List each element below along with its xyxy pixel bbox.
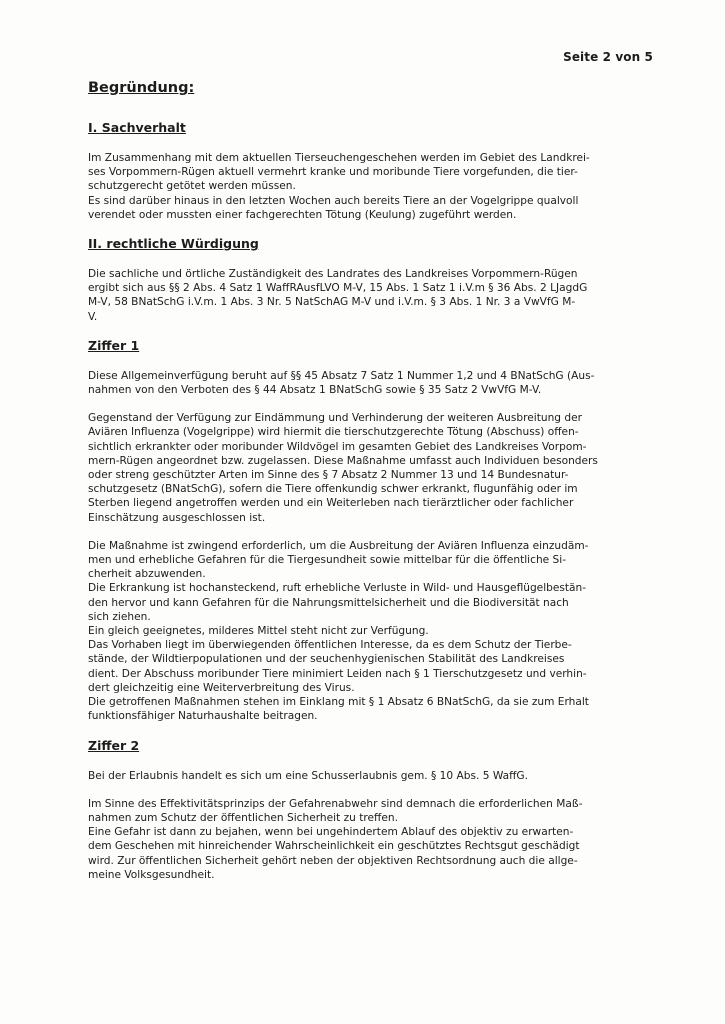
section-heading-rechtliche-wuerdigung: II. rechtliche Würdigung [88,236,259,252]
paragraph-sachverhalt: Im Zusammenhang mit dem aktuellen Tierseuchengeschehen werden im Gebiet des Landkrei- ses Vorpommern-Rügen aktuell vermehrt kranke und moribunde Tiere vorgefunden, die tier- schutzgerecht getötet werden müssen. Es sind darüber hinaus in den letzten Wochen auch bereits Tiere an der Vogelgrippe qualvoll verendet oder mussten einer fachgerechten Tötung (Keulung) zugeführt werden. [88,152,590,221]
document-title: Begründung: [88,80,195,96]
paragraph-ziffer1-begruendung: Die Maßnahme ist zwingend erforderlich, um die Ausbreitung der Aviären Influenza einzudäm- men und erhebliche Gefahren für die Tiergesundheit sowie mittelbar für die öffentliche Si- cherheit abzuwenden. Die Erkrankung ist hochansteckend, ruft erhebliche Verluste in Wild- und Hausgeflügelbestän- den hervor und kann Gefahren für die Nahrungsmittelsicherheit und die Biodiversität nach sich ziehen. Ein gleich geeignetes, milderes Mittel steht nicht zur Verfügung. Das Vorhaben liegt im überwiegenden öffentlichen Interesse, da es dem Schutz der Tierbe- stände, der Wildtierpopulationen und der seuchenhygienischen Stabilität des Landkreises dient. Der Abschuss moribunder Tiere minimiert Leiden nach § 1 Tierschutzgesetz und verhin- dert gleichzeitig eine Weiterverbreitung des Virus. Die getroffenen Maßnahmen stehen im Einklang mit § 1 Absatz 6 BNatSchG, da sie zum Erhalt funktionsfähiger Naturhaushalte beitragen. [88,539,589,723]
document-body [88,80,660,896]
paragraph-ziffer1-rechtsgrundlage: Diese Allgemeinverfügung beruht auf §§ 45 Absatz 7 Satz 1 Nummer 1,2 und 4 BNatSchG (Aus- nahmen von den Verboten des § 44 Absatz 1 BNatSchG sowie § 35 Satz 2 VwVfG M-V. [88,369,595,397]
section-heading-sachverhalt: I. Sachverhalt [88,120,186,135]
section-heading-ziffer-2: Ziffer 2 [88,737,140,753]
paragraph-ziffer2-schusserlaubnis: Bei der Erlaubnis handelt es sich um eine Schusserlaubnis gem. § 10 Abs. 5 WaffG. [88,769,529,782]
paragraph-ziffer2-gefahrenabwehr: Im Sinne des Effektivitätsprinzips der Gefahrenabwehr sind demnach die erforderlichen Maß- nahmen zum Schutz der öffentlichen Sicherheit zu treffen. Eine Gefahr ist dann zu bejahen, wenn bei ungehindertem Ablauf des objektiv zu erwarten- dem Geschehen mit hinreichender Wahrscheinlichkeit ein geschütztes Rechtsgut geschädigt wird. Zur öffentlichen Sicherheit gehört neben der objektiven Rechtsordnung auch die allge- meine Volksgesundheit. [88,797,583,881]
paragraph-zustaendigkeit: Die sachliche und örtliche Zuständigkeit des Landrates des Landkreises Vorpommern-Rügen ergibt sich aus §§ 2 Abs. 4 Satz 1 WaffRAusfLVO M-V, 15 Abs. 1 Satz 1 i.V.m § 36 Abs. 2 LJagdG M-V, 58 BNatSchG i.V.m. 1 Abs. 3 Nr. 5 NatSchAG M-V und i.V.m. § 3 Abs. 1 Nr. 3 a VwVfG M- V. [88,268,588,323]
section-heading-ziffer-1: Ziffer 1 [88,337,140,353]
paragraph-ziffer1-gegenstand: Gegenstand der Verfügung zur Eindämmung und Verhinderung der weiteren Ausbreitung der Aviären Influenza (Vogelgrippe) wird hiermit die tierschutzgerechte Tötung (Abschuss) offen- sichtlich erkrankter oder moribunder Wildvögel im gesamten Gebiet des Landkreises Vorpom- mern-Rügen angeordnet bzw. zugelassen. Diese Maßnahme umfasst auch Individuen besonders oder streng geschützter Arten im Sinne des § 7 Absatz 2 Nummer 13 und 14 Bundesnatur- schutzgesetz (BNatSchG), sofern die Tiere offenkundig schwer erkrankt, flugunfähig oder im Sterben liegend angetroffen werden und ein Weiterleben nach tierärztlicher oder fachlicher Einschätzung ausgeschlossen ist. [88,412,598,524]
page-number: Seite 2 von 5 [563,50,653,64]
